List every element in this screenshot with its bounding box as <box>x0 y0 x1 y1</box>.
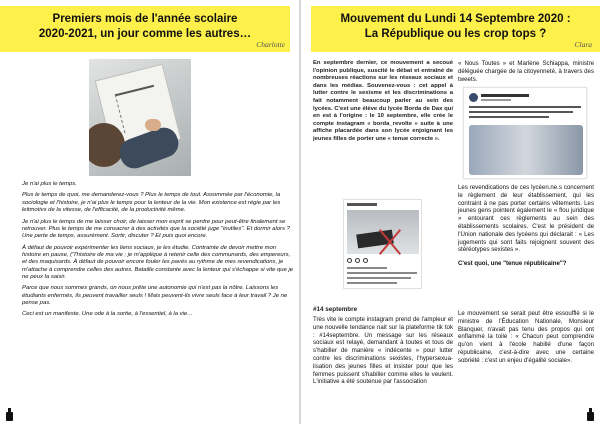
left-paragraph: Ceci est un manifeste. Une ode à la sortie, à l'essentiel, à la vie… <box>22 311 194 318</box>
instagram-photo <box>347 210 419 254</box>
bottle-icon <box>587 408 594 421</box>
heart-icon <box>347 258 352 263</box>
right-title-line1: Mouvement du Lundi 14 Septembre 2020 : <box>340 13 571 25</box>
left-title-line1: Premiers mois de l'année scolaire <box>52 13 238 25</box>
student-desk-photo <box>89 59 191 176</box>
left-paragraph: Je n'ai plus le temps de me laisser choir, de laisser mon esprit se perdre pour peut-être finalement se retrouver. Plus le temps de me consacrer à des activités que la société juge "inutiles". Et dormir alors ? Une perte de temps, assurément. Sortir, discuter ? Et puis quoi encore. <box>22 218 290 240</box>
right-title-line2: La République ou les crop tops ? <box>364 28 547 40</box>
left-paragraph: Parce que nous sommes grands, on nous prête une autonomie qui n'est pas la nôtre. Laissons les étudiants enfermés, ils peuvent travailler seuls ! Mais peuvent-ils vivre seuls face à leur travail ? Je ne pense pas. <box>22 285 288 306</box>
instagram-screenshot <box>343 199 422 289</box>
right-title-box <box>311 6 600 52</box>
share-icon <box>363 258 368 263</box>
bottle-icon <box>6 408 13 421</box>
student-hand <box>145 119 161 131</box>
right-author: Clara <box>574 40 592 49</box>
tweet-image <box>469 125 583 175</box>
right-col2-low: Le mouvement se serait peut être essoufflé si le ministre de l'Éducation Nationale, Monsieur Blanquer, n'avait pas tenu des propos qui ont enflammé la toile : « Chacun peut comprendre qu'on vient à l'école habillé d'une façon républicaine, c'est-à-dire avec une certaine sobriété : c'est un enjeu d'égalité sociale». <box>458 310 594 364</box>
right-intro-bold: En septembre dernier, ce mouvement a secoué l'opinion publique, suscité le débat et entraîné de nombreuses réactions sur les réseaux sociaux et dans les médias. Souvenez-vous : cet appel à lutter contre le sexisme et les discriminations a fait notamment beaucoup parler au sein des lycées. C'est une élève du lycée Borda de Dax qui en est à l'origine : le 10 septembre, elle crée le compte instagram « borda_revolte » suite à une affiche placardée dans son lycée enjoignant les jeunes filles de porter une « tenue correcte ». <box>313 60 453 142</box>
tweet-avatar <box>469 93 478 102</box>
left-article-text <box>22 181 294 323</box>
hashtag-heading: #14 septembre <box>313 306 358 313</box>
left-title-line2: 2020-2021, un jour comme les autres… <box>38 28 252 40</box>
left-paragraph: Je n'ai plus le temps. <box>22 181 77 187</box>
left-author: Charlotte <box>256 40 285 49</box>
right-col2-top: « Nous Toutes » et Marlène Schiappa, ministre déléguée chargée de la citoyenneté, à travers des tweets. <box>458 60 594 83</box>
right-bottom-text: Très vite le compte instagram prend de l'ampleur et une nouvelle tendance nait sur la plateforme tik tok : #14septembre. Un message sur les réseaux sociaux est relayé, demandant à toutes et tous de s'habiller de manière « indécente » pour lutter contre les discriminations sexistes, l'hypersexua- lisation des jeunes filles et insister pour que les femmes puissent s'habiller comme elles le veulent. L'initiative a été soutenue par l'association <box>313 316 453 386</box>
comment-icon <box>355 258 360 263</box>
right-col2-mid <box>458 184 594 274</box>
section-question: C'est quoi, une "tenue républicaine"? <box>458 260 567 268</box>
right-page <box>301 0 600 424</box>
claims-paragraph: Les revendications de ces lycéen.ne.s concernent le règlement de leur établissement, qui les contraint à ne pas porter certains vêtements. Les jeunes gens pointent également le « flou juridique » entourant ces règlements au sein des établissements scolaires. C'est le président de l'Union nationale des lycéens qui déclarait : « Les jugements qui sont faits rejoignent souvent des stéréotypes sexistes ». <box>458 184 594 254</box>
left-title-box <box>0 6 290 52</box>
left-paragraph: Plus le temps de quoi, me demanderez-vous ? Plus le temps de tout. Assommée par l'économie, la sociologie et l'histoire, je n'ai plus le temps pour la lenteur de la vie. Mon existence est régie par les leitmotivs de la vitesse, de l'efficacité, de la productivité même. <box>22 192 281 214</box>
left-paragraph: À défaut de pouvoir expérimenter les liens sociaux, je les étudie. Contrainte de devoir mettre mon histoire en pause, ("l'histoire de ma vie ; je m'applique à retenir celle des communards, des empereurs, et des maquisards. À défaut de pouvoir encore fouler les pavés au rythme de mes revendications, je m'attache à comprendre celles des autres. Bataille constante avec la lenteur qui s'échappe si vite que je ne peux la saisir. <box>22 244 294 280</box>
left-page <box>0 0 299 424</box>
tweet-screenshot <box>463 87 587 179</box>
